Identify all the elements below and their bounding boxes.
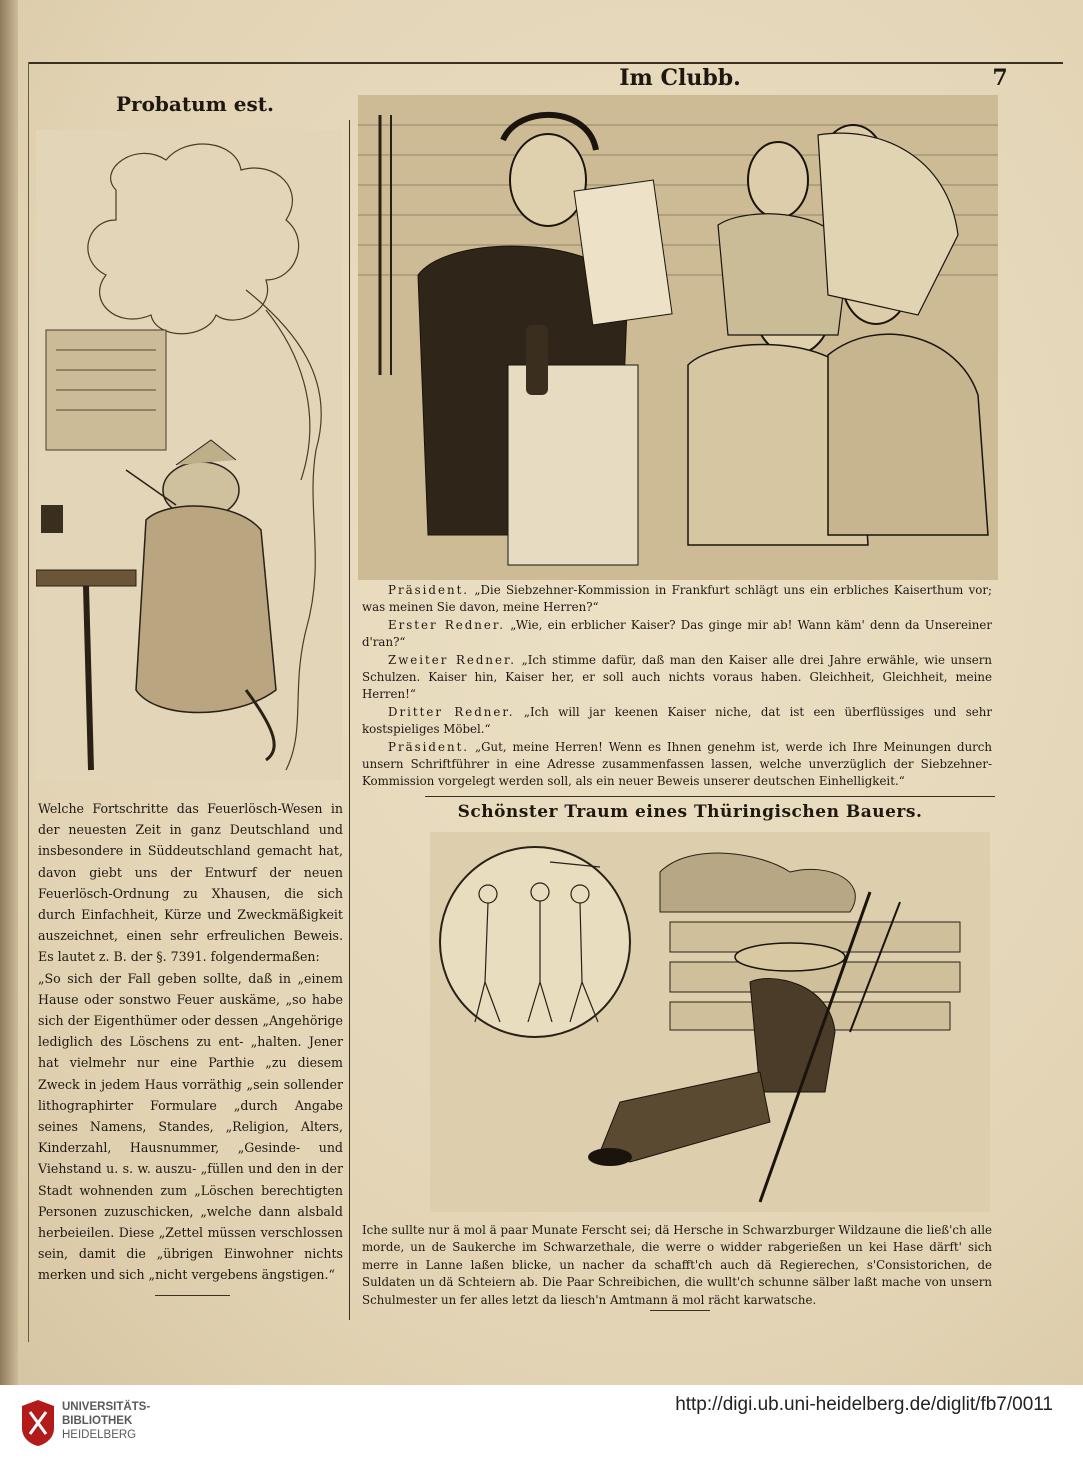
university-name-line: BIBLIOTHEK bbox=[62, 1415, 133, 1427]
dialog-text: „Ich will jar keenen Kaiser niche, dat ist een überflüssiges und sehr kostspieliges Möbel.“ bbox=[362, 704, 993, 737]
dialog-line bbox=[362, 739, 992, 791]
club-dialog bbox=[362, 582, 992, 791]
club-drawing bbox=[358, 95, 998, 580]
left-article-quote: „So sich der Fall geben sollte, daß in „einem Hause oder sonstwo Feuer auskäme, „so habe sich der Eigenthümer oder dessen „Angehörige lediglich des Löschens zu ent- „halten. Jener hat vielmehr nur eine Parthie „zu diesem Zweck in jedem Haus vorräthig „sein sollender lithographirter Formulare „durch Angabe seines Namens, Standes, „Religion, Alters, Kinderzahl, Hausnummer, „Gesinde- und Viehstand u. s. w. auszu- „füllen und den in der Stadt wohnenden zum „Löschen berechtigten Personen zuzuschicken, „welche dann alsbald herbeieilen. Diese „Zettel müssen verschlossen sein, damit die „übrigen Einwohner nichts merken und sich „nicht vergebens ängstigen.“ bbox=[38, 970, 343, 1283]
header-rule bbox=[28, 62, 1063, 64]
writer-drawing bbox=[36, 130, 342, 780]
dialog-speaker: Präsident. bbox=[388, 583, 470, 597]
page-header-title: Im Clubb. bbox=[619, 65, 741, 91]
university-name-line: HEIDELBERG bbox=[62, 1429, 137, 1441]
dialog-line bbox=[362, 617, 992, 652]
illustration-sleeping-peasant bbox=[430, 832, 990, 1212]
university-name bbox=[62, 1400, 150, 1442]
dialog-text: „Wie, ein erblicher Kaiser? Das ginge mir ab! Wann käm' denn da Unsereiner d'ran?“ bbox=[362, 617, 992, 650]
left-article-body bbox=[38, 798, 343, 1286]
page-number: 7 bbox=[992, 65, 1008, 91]
left-article-intro: Welche Fortschritte das Feuerlösch-Wesen in der neuesten Zeit in ganz Deutschland und insbesondere in Süddeutschland gemacht hat, davon giebt uns der Entwurf der neuen Feuerlösch-Ordnung zu Xhausen, die sich durch Einfachheit, Kürze und Zweckmäßigkeit auszeichnet, einen sehr erfreulichen Beweis. Es lautet z. B. der §. 7391. folgendermaßen: bbox=[38, 801, 343, 965]
left-end-rule bbox=[155, 1295, 230, 1296]
dialog-line bbox=[362, 704, 992, 739]
dialog-line bbox=[362, 652, 992, 704]
illustration-writer-smoke bbox=[36, 130, 342, 780]
dialog-text: „Ich stimme dafür, daß man den Kaiser alle drei Jahre erwähle, wie unsern Schulzen. Kaiser hin, Kaiser her, er soll auch nichts voraus haben. Gleichheit, Gleichheit, meine Herren!“ bbox=[362, 652, 993, 702]
peasant-drawing bbox=[430, 832, 990, 1212]
column-divider bbox=[349, 120, 350, 1320]
dialog-speaker: Zweiter Redner. bbox=[388, 652, 517, 667]
source-url-link[interactable]: http://digi.ub.uni-heidelberg.de/diglit/fb7/0011 bbox=[675, 1394, 1053, 1415]
page-edge bbox=[0, 0, 18, 1385]
dialog-speaker: Präsident. bbox=[388, 739, 470, 754]
dialog-text: „Die Siebzehner-Kommission in Frankfurt schlägt uns ein erbliches Kaiserthum vor; was meinen Sie davon, meine Herren?“ bbox=[362, 583, 992, 615]
university-logo-icon bbox=[18, 1398, 58, 1448]
illustration-club-meeting bbox=[358, 95, 998, 580]
right-end-rule bbox=[650, 1310, 710, 1311]
left-border-rule bbox=[28, 62, 29, 1342]
university-name-line: UNIVERSITÄTS- bbox=[62, 1401, 151, 1413]
dialog-line bbox=[362, 582, 992, 617]
section-rule bbox=[425, 796, 995, 797]
section-title: Schönster Traum eines Thüringischen Bauers. bbox=[457, 802, 923, 822]
dialog-text: „Gut, meine Herren! Wenn es Ihnen genehm ist, werde ich Ihre Meinungen durch unsern Schriftführer in eine Adresse zusammenfassen lassen, welche unverzüglich der Siebzehner-Kommission vorgelegt werden soll, als ein neuer Beweis unserer deutschen Einhelligkeit.“ bbox=[362, 739, 993, 789]
dialect-paragraph: Iche sullte nur ä mol ä paar Munate Ferscht sei; dä Hersche in Schwarzburger Wildzaune die ließ'ch alle morde, un de Saukerche im Schwarzethale, die werre o widder rabgerießen un kei Hase därft' sich merre in Lanne laßen blicke, un nacher da schafft'ch auch dä Regierechen, s'Consistorichen, de Suldaten un dä Schteiern ab. Die Paar Schreibichen, die wullt'ch schunne sälber laßt mache von unsern Schulmester un fer alles letzt da liesch'n Amtmann ä mol rächt karwatsche. bbox=[362, 1223, 992, 1307]
left-article-title: Probatum est. bbox=[116, 92, 274, 116]
dialog-speaker: Erster Redner. bbox=[388, 617, 505, 632]
dialog-speaker: Dritter Redner. bbox=[388, 704, 515, 719]
